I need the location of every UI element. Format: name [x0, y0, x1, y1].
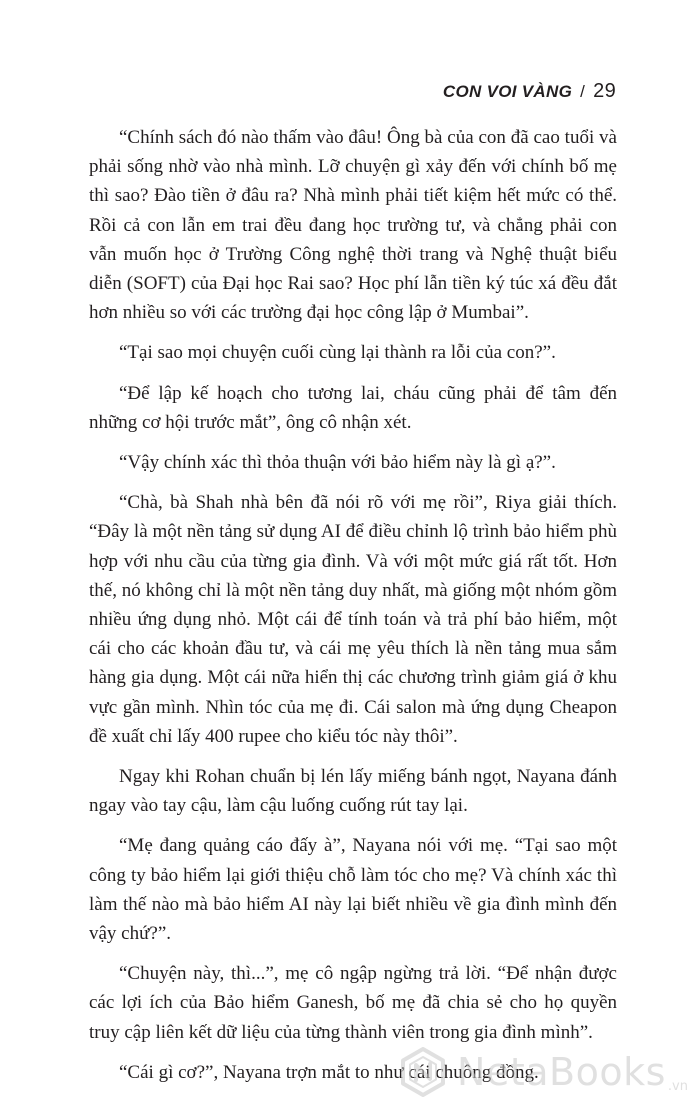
- body-text: [89, 123, 617, 1098]
- paragraph: “Chà, bà Shah nhà bên đã nói rõ với mẹ rồi”, Riya giải thích. “Đây là một nền tảng sử dụng AI để điều chỉnh lộ trình bảo hiểm phù hợp với nhu cầu của từng gia đình. Và với một mức giá rất tốt. Hơn thế, nó không chỉ là một nền tảng duy nhất, mà giống một nhóm gồm nhiều ứng dụng nhỏ. Một cái để tính toán và trả phí bảo hiểm, một cái cho các khoản đầu tư, và cái mẹ yêu thích là nền tảng mua sắm hàng gia dụng. Một cái nữa hiển thị các chương trình giảm giá ở khu vực gần mình. Nhìn tóc của mẹ đi. Cái salon mà ứng dụng Cheapon đề xuất chỉ lấy 400 rupee cho kiểu tóc này thôi”.: [89, 492, 617, 747]
- running-head: [443, 80, 616, 103]
- paragraph: “Mẹ đang quảng cáo đấy à”, Nayana nói với mẹ. “Tại sao một công ty bảo hiểm lại giới thiệu chỗ làm tóc cho mẹ? Và chính xác thì làm thế nào mà bảo hiểm AI này lại biết nhiều về gia đình mình đến vậy chứ?”.: [89, 835, 617, 945]
- watermark: [397, 1046, 688, 1098]
- watermark-brand: NetaBooks: [457, 1050, 666, 1094]
- paragraph: “Tại sao mọi chuyện cuối cùng lại thành ra lỗi của con?”.: [119, 342, 556, 364]
- paragraph: “Để lập kế hoạch cho tương lai, cháu cũng phải để tâm đến những cơ hội trước mắt”, ông cô nhận xét.: [89, 382, 617, 433]
- header-separator: /: [580, 82, 586, 101]
- paragraph: Ngay khi Rohan chuẩn bị lén lấy miếng bánh ngọt, Nayana đánh ngay vào tay cậu, làm cậu luống cuống rút tay lại.: [89, 766, 617, 817]
- paragraph: “Chính sách đó nào thấm vào đâu! Ông bà của con đã cao tuổi và phải sống nhờ vào nhà mình. Lỡ chuyện gì xảy đến với chính bố mẹ thì sao? Đào tiền ở đâu ra? Nhà mình phải tiết kiệm hết mức có thể. Rồi cả con lẫn em trai đều đang học trường tư, và chẳng phải con vẫn muốn học ở Trường Công nghệ thời trang và Nghệ thuật biểu diễn (SOFT) của Đại học Rai sao? Học phí lẫn tiền ký túc xá đều đắt hơn nhiều so với các trường đại học công lập ở Mumbai”.: [89, 127, 617, 324]
- page-number: 29: [593, 80, 616, 102]
- netabooks-logo-icon: [397, 1046, 449, 1098]
- book-title: CON VOI VÀNG: [442, 82, 573, 101]
- paragraph: “Cái gì cơ?”, Nayana trợn mắt to như cái chuông đồng.: [119, 1061, 539, 1083]
- paragraph: “Chuyện này, thì...”, mẹ cô ngập ngừng trả lời. “Để nhận được các lợi ích của Bảo hiểm Ganesh, bố mẹ đã chia sẻ cho họ quyền truy cập liên kết dữ liệu của từng thành viên trong gia đình mình”.: [89, 963, 617, 1043]
- paragraph: “Vậy chính xác thì thỏa thuận với bảo hiểm này là gì ạ?”.: [119, 452, 556, 474]
- watermark-suffix: .vn: [667, 1079, 688, 1094]
